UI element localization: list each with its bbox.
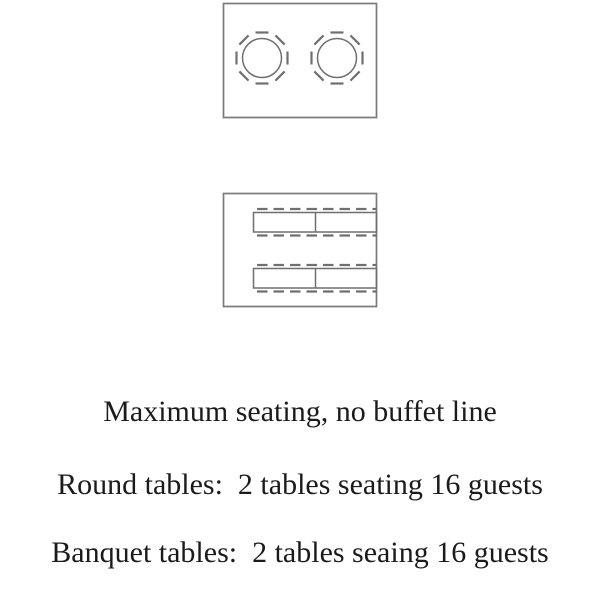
chair-icon xyxy=(350,35,359,44)
round-table-top xyxy=(243,39,282,78)
chair-icon xyxy=(314,35,323,44)
room-outline xyxy=(224,4,377,118)
banquet-table-room xyxy=(224,194,377,307)
chair-icon xyxy=(350,71,359,80)
chair-icon xyxy=(239,71,248,80)
round-table xyxy=(237,33,288,84)
room-outline xyxy=(224,194,377,307)
caption-banquet-tables: Banquet tables: 2 tables seaing 16 guests xyxy=(51,536,549,569)
chair-marks xyxy=(237,33,288,84)
round-table-room xyxy=(224,4,377,118)
caption-round-tables: Round tables: 2 tables seating 16 guests xyxy=(57,468,543,501)
chair-icon xyxy=(239,35,248,44)
round-table xyxy=(312,33,363,84)
caption-maximum-seating: Maximum seating, no buffet line xyxy=(103,395,497,428)
chair-icon xyxy=(314,71,323,80)
banquet-table-row xyxy=(254,209,377,236)
chair-icon xyxy=(275,35,284,44)
chair-marks xyxy=(312,33,363,84)
round-table-top xyxy=(318,39,357,78)
chair-icon xyxy=(275,71,284,80)
banquet-table-row xyxy=(254,265,377,292)
